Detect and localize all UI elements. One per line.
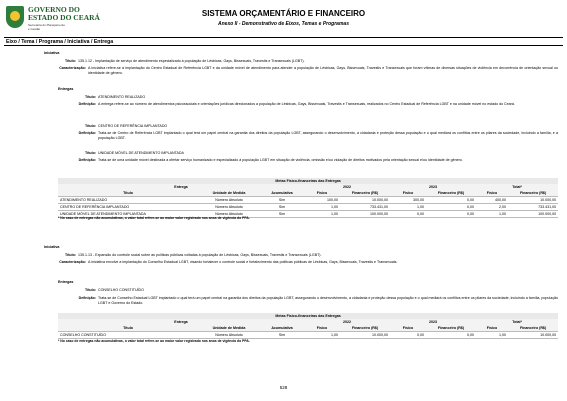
table-row — [58, 204, 558, 211]
cell-unidade: Número Absoluto — [198, 197, 260, 204]
titulo-label: Título: — [65, 253, 76, 257]
iniciativa-heading-1: Iniciativa — [44, 51, 60, 55]
iniciativa-title-1: 135.1.12 - Implantação de serviço de atendimento especializado à população de Lésbicas, Gays, Bissexuais, Travestis e Transexuais (LGBT). — [78, 59, 305, 63]
cell-acumulativa: Sim — [260, 211, 304, 218]
cell-financeiro-2022: 733.431,00 — [340, 204, 390, 211]
header-2023: 2023 — [390, 184, 476, 190]
cell-financeiro-2023: 0,00 — [426, 332, 476, 339]
cell-fisico-2022: 1,00 — [304, 204, 340, 211]
cell-financeiro-total: 100.000,00 — [508, 211, 558, 218]
entrega-definicao-1: A entrega refere-se ao número de atendimentos psicossociais e orientações jurídicas direcionados a população de Lésbicas, Gays, Bissexuais, Travestis e Transexuais, realizados no Centro Estadual de Referência LGBT e na unidade móvel no estado do Ceará. — [98, 102, 515, 106]
cell-financeiro-total: 10.000,00 — [508, 332, 558, 339]
cell-fisico-total: 2,00 — [476, 204, 508, 211]
section-band: Eixo / Tema / Programa / Iniciativa / Entrega — [4, 37, 563, 46]
entrega-title-1: ATENDIMENTO REALIZADO — [98, 95, 146, 99]
metas-table-1 — [58, 178, 558, 218]
titulo-label: Título: — [65, 59, 76, 63]
col-unidade: Unidade de Medida — [198, 325, 260, 332]
iniciativa-title-2: 135.1.13 - Expansão do controle social sobre as políticas públicas voltadas à população de Lésbicas, Gays, Bissexuais, Travestis e Transexuais (LGBT). — [78, 253, 322, 257]
header-2022: 2022 — [304, 319, 390, 325]
cell-titulo: ATENDIMENTO REALIZADO — [58, 197, 198, 204]
header-2022: 2022 — [304, 184, 390, 190]
cell-fisico-2023: 0,00 — [390, 332, 426, 339]
col-titulo: Título — [58, 190, 198, 197]
cell-financeiro-2022: 10.000,00 — [340, 197, 390, 204]
table-caption: Metas Físico-financeiras das Entregas — [58, 178, 558, 184]
header-total: Total* — [476, 319, 558, 325]
caracterizacao-label: Caracterização: — [59, 260, 86, 264]
cell-unidade: Número Absoluto — [198, 204, 260, 211]
header-entrega: Entrega — [58, 184, 304, 190]
col-acumulativa: Acumulativa — [260, 190, 304, 197]
col-acumulativa: Acumulativa — [260, 325, 304, 332]
logo-line-4: e Gestão — [28, 27, 41, 31]
cell-financeiro-2023: 0,00 — [426, 204, 476, 211]
cell-financeiro-2022: 10.000,00 — [340, 332, 390, 339]
cell-financeiro-total: 733.431,00 — [508, 204, 558, 211]
col-financeiro: Financeiro (R$) — [508, 325, 558, 332]
entrega-title-4: CONSELHO CONSTITUÍDO — [98, 288, 144, 292]
cell-fisico-2022: 100,00 — [304, 197, 340, 204]
cell-unidade: Número Absoluto — [198, 332, 260, 339]
metas-table-2 — [58, 313, 558, 339]
iniciativa-heading-2: Iniciativa — [44, 245, 60, 249]
col-fisico: Físico — [304, 190, 340, 197]
cell-financeiro-total: 10.000,00 — [508, 197, 558, 204]
cell-titulo: CONSELHO CONSTITUÍDO — [58, 332, 198, 339]
col-unidade: Unidade de Medida — [198, 190, 260, 197]
caracterizacao-label: Caracterização: — [59, 66, 86, 70]
col-financeiro: Financeiro (R$) — [426, 325, 476, 332]
definicao-label: Definição: — [78, 296, 96, 300]
logo-line-3: Secretaria do Planejamento — [28, 23, 66, 27]
table-row — [58, 332, 558, 339]
table-row — [58, 197, 558, 204]
titulo-label: Título: — [85, 95, 96, 99]
titulo-label: Título: — [85, 151, 96, 155]
col-financeiro: Financeiro (R$) — [340, 190, 390, 197]
system-title: SISTEMA ORÇAMENTÁRIO E FINANCEIRO — [201, 9, 366, 18]
col-financeiro: Financeiro (R$) — [340, 325, 390, 332]
col-financeiro: Financeiro (R$) — [426, 190, 476, 197]
entrega-title-3: UNIDADE MÓVEL DE ATENDIMENTO IMPLANTADA — [98, 151, 184, 155]
header-total: Total* — [476, 184, 558, 190]
iniciativa-caracterizacao-2: A iniciativa envolve a implantação do Conselho Estadual LGBT, visando fortalecer o controle social e fortalecimento das políticas públicas de Lésbicas, Gays, Bissexuais, Travestis e Transexuais. — [88, 260, 398, 264]
definicao-label: Definição: — [78, 158, 96, 162]
cell-unidade: Número Absoluto — [198, 211, 260, 218]
cell-fisico-total: 1,00 — [476, 332, 508, 339]
entregas-heading-2: Entregas — [58, 280, 74, 284]
cell-acumulativa: Sim — [260, 197, 304, 204]
table-caption: Metas Físico-financeiras das Entregas — [58, 313, 558, 319]
system-subtitle: Anexo II - Demonstrativo de Eixos, Temas e Programas — [218, 21, 349, 27]
cell-acumulativa: Sim — [260, 332, 304, 339]
cell-fisico-2022: 1,00 — [304, 211, 340, 218]
entrega-definicao-4: Trata-se de Conselho Estadual LGBT implantado o qual terá um papel central na garantia dos direitos da população LGBT, assegurando o desenvolvimento, a cidadania e proteção dessa população e o qual mediará os conflitos entre os pilares da sociedade, incluindo a família, população LGBT e Governo do Estado. — [98, 296, 558, 305]
col-fisico: Físico — [390, 325, 426, 332]
cell-fisico-2023: 1,00 — [390, 204, 426, 211]
table-note-2: * No caso de entregas não acumulativas, o valor total refere-se ao maior valor registrado nos anos de vigência do PPA. — [58, 339, 250, 343]
cell-financeiro-2022: 100.000,00 — [340, 211, 390, 218]
page-number: 528 — [279, 385, 288, 390]
logo-line-2: ESTADO DO CEARÁ — [28, 13, 100, 22]
definicao-label: Definição: — [78, 102, 96, 106]
header-2023: 2023 — [390, 319, 476, 325]
cell-fisico-2023: 300,00 — [390, 197, 426, 204]
col-fisico: Físico — [476, 325, 508, 332]
titulo-label: Título: — [85, 288, 96, 292]
page-header — [0, 0, 567, 36]
cell-financeiro-2023: 0,00 — [426, 197, 476, 204]
iniciativa-caracterizacao-1: A iniciativa refere-se à implantação do Centro Estadual de Referência LGBT e da unidade móvel de atendimento para atender a população de Lésbicas, Gays, Bissexuais, Travestis e Transexuais que foram vítimas de diversas situações de violência em decorrência de orientação sexual ou identidade de gênero. — [88, 66, 558, 75]
cell-fisico-total: 400,00 — [476, 197, 508, 204]
titulo-label: Título: — [85, 124, 96, 128]
cell-financeiro-2023: 0,00 — [426, 211, 476, 218]
cell-titulo: UNIDADE MÓVEL DE ATENDIMENTO IMPLANTADA — [58, 211, 198, 218]
logo-line-1: GOVERNO DO — [28, 5, 80, 14]
col-titulo: Título — [58, 325, 198, 332]
header-entrega: Entrega — [58, 319, 304, 325]
definicao-label: Definição: — [78, 131, 96, 135]
entrega-title-2: CENTRO DE REFERÊNCIA IMPLANTADO — [98, 124, 168, 128]
col-fisico: Físico — [390, 190, 426, 197]
col-fisico: Físico — [304, 325, 340, 332]
cell-titulo: CENTRO DE REFERÊNCIA IMPLANTADO — [58, 204, 198, 211]
cell-fisico-2022: 1,00 — [304, 332, 340, 339]
entregas-heading-1: Entregas — [58, 87, 74, 91]
col-fisico: Físico — [476, 190, 508, 197]
col-financeiro: Financeiro (R$) — [508, 190, 558, 197]
entrega-definicao-3: Trata-se de uma unidade móvel destinada a ofertar serviço humanizado e especializado à população LGBT em situação de violência, omissão e/ou violação de direitos motivados pela orientação sexual e/ou identidade de gênero. — [98, 158, 463, 162]
entrega-definicao-2: Trata-se de Centro de Referência LGBT implantado o qual terá um papel central na garantia dos direitos da população LGBT, assegurando o desenvolvimento, a cidadania e proteção dessa população e o qual mediará os conflitos entre os pilares da sociedade, incluindo a família, e a população LGBT. — [98, 131, 558, 140]
table-note-1: * No caso de entregas não acumulativas, o valor total refere-se ao maior valor registrado nos anos de vigência do PPA. — [58, 216, 250, 220]
cell-fisico-total: 1,00 — [476, 211, 508, 218]
cell-fisico-2023: 0,00 — [390, 211, 426, 218]
cell-acumulativa: Sim — [260, 204, 304, 211]
